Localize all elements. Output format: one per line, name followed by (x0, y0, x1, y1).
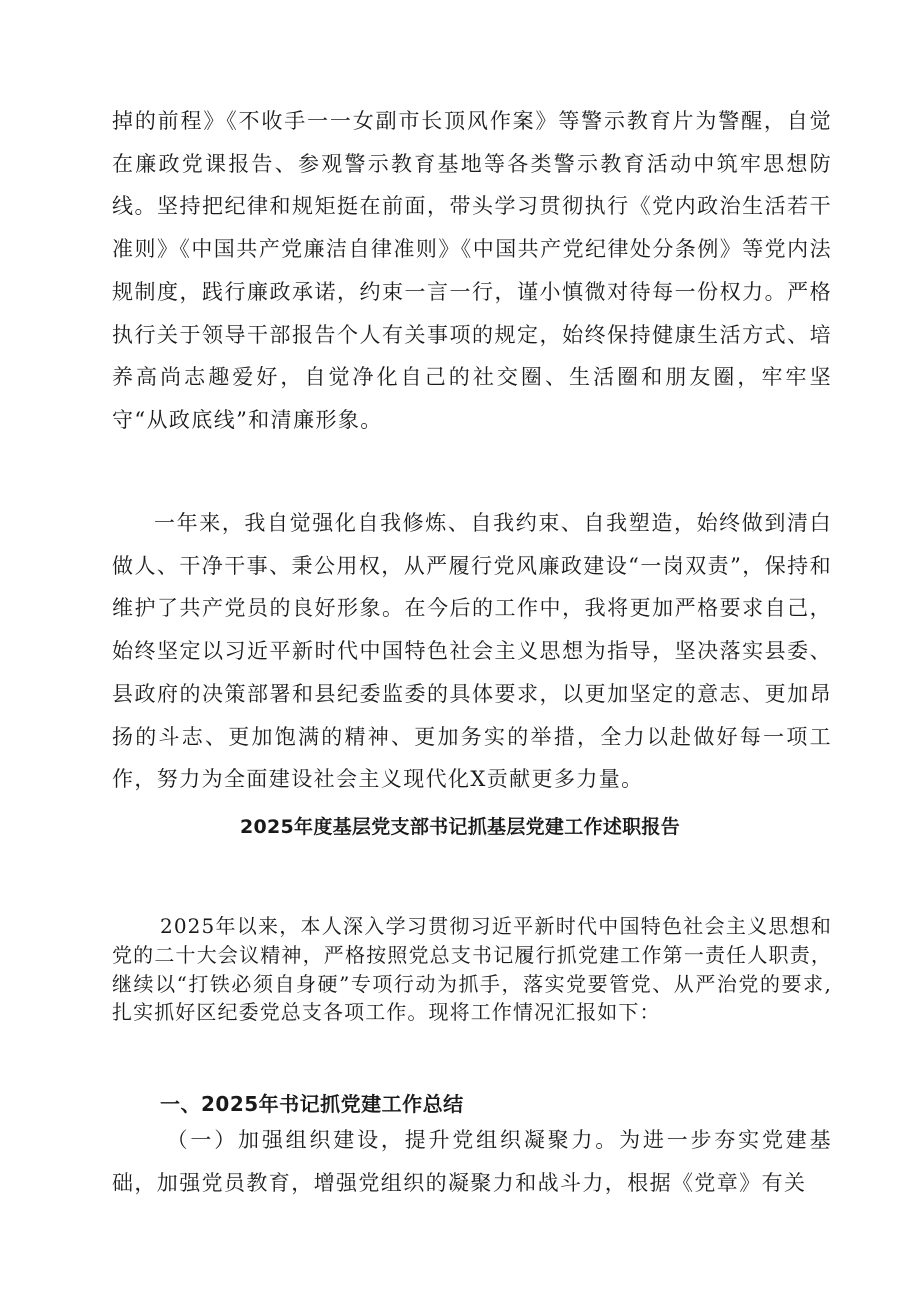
section-item-paragraph (112, 1119, 832, 1204)
continuation-paragraph (112, 100, 832, 442)
paragraph-text: 2025年以来，本人深入学习贯彻习近平新时代中国特色社会主义思想和党的二十大会议精神，严格按照党总支书记履行抓党建工作第一责任人职责，继续以“打铁必须自身硬”专项行动为抓手，落实党要管党、从严治党的要求,扎实抓好区纪委党总支各项工作。现将工作情况汇报如下： (112, 914, 832, 1025)
section-heading: 一、2025年书记抓党建工作总结 (160, 1092, 464, 1116)
intro-paragraph (112, 912, 832, 1027)
report-title: 2025年度基层党支部书记抓基层党建工作述职报告 (239, 816, 681, 838)
paragraph-text: 掉的前程》《不收手一一女副市长顶风作案》等警示教育片为警醒，自觉在廉政党课报告、参观警示教育基地等各类警示教育活动中筑牢思想防线。坚持把纪律和规矩挺在前面，带头学习贯彻执行《党内政治生活若干准则》《中国共产党廉洁自律准则》《中国共产党纪律处分条例》等党内法规制度，践行廉政承诺，约束一言一行，谨小慎微对待每一份权力。严格执行关于领导干部报告个人有关事项的规定，始终保持健康生活方式、培养高尚志趣爱好，自觉净化自己的社交圈、生活圈和朋友圈，牢牢坚守“从政底线”和清廉形象。 (112, 109, 832, 432)
paragraph-text: 一年来，我自觉强化自我修炼、自我约束、自我塑造，始终做到清白做人、干净干事、秉公用权，从严履行党风廉政建设“一岗双责”，保持和维护了共产党员的良好形象。在今后的工作中，我将更加严格要求自己，始终坚定以习近平新时代中国特色社会主义思想为指导，坚决落实县委、县政府的决策部署和县纪委监委的具体要求，以更加坚定的意志、更加昂扬的斗志、更加饱满的精神、更加务实的举措，全力以赴做好每一项工作，努力为全面建设社会主义现代化X贡献更多力量。 (112, 511, 832, 792)
paragraph-text: （一）加强组织建设，提升党组织凝聚力。为进一步夯实党建基础，加强党员教育，增强党组织的凝聚力和战斗力，根据《党章》有关 (112, 1128, 832, 1195)
summary-paragraph (112, 502, 832, 801)
